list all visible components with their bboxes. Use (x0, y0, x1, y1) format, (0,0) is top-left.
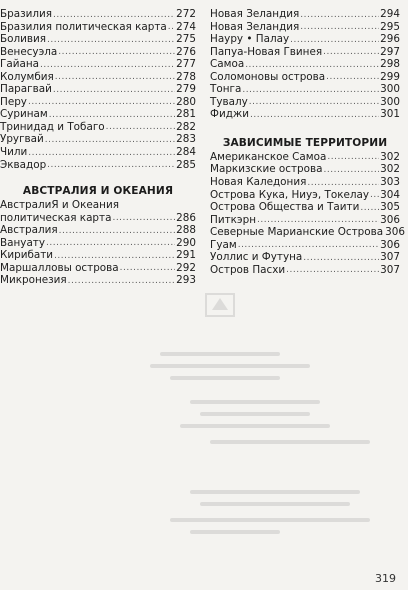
toc-entry-name: Гайана (0, 58, 39, 71)
toc-entry (210, 83, 400, 96)
dot-leader (106, 122, 176, 133)
toc-entry-page: 294 (380, 8, 400, 20)
toc-entry-page: 295 (380, 20, 400, 33)
toc-entry-page: 307 (380, 263, 400, 276)
toc-entry-page: 296 (380, 33, 400, 46)
toc-entry-name: Новая Зеландия (210, 20, 300, 33)
toc-entry-name: Микронезия (0, 274, 67, 287)
dot-leader (47, 160, 175, 171)
toc-entry (210, 239, 400, 252)
toc-entry-page: 306 (385, 226, 405, 239)
dot-leader (300, 22, 379, 33)
toc-entry-name: политическая карта (0, 211, 112, 224)
toc-entry-name: Тувалу (210, 95, 248, 108)
toc-entry (210, 214, 400, 227)
toc-entry (0, 146, 196, 159)
dot-leader (238, 240, 379, 251)
toc-entry-name: Фиджи (210, 108, 249, 121)
toc-entry (210, 201, 400, 214)
toc-entry (210, 96, 400, 109)
dot-leader (250, 110, 379, 121)
dot-leader (49, 110, 175, 121)
toc-entry-page: 303 (380, 176, 400, 189)
dot-leader (327, 152, 379, 163)
toc-entry (0, 237, 196, 250)
dot-leader (53, 10, 175, 21)
toc-entry (210, 108, 400, 121)
toc-entry (0, 159, 196, 172)
toc-entry-page: 306 (380, 213, 400, 226)
toc-entry-name: Тринидад и Тобаго (0, 120, 105, 133)
toc-entry-page: 302 (380, 163, 400, 176)
toc-entry (210, 176, 400, 189)
toc-entry-page: 301 (380, 108, 400, 121)
toc-entry-page: 278 (176, 70, 196, 83)
dot-leader (53, 85, 175, 96)
toc-right-column (210, 8, 405, 276)
toc-entry-page: 300 (380, 95, 400, 108)
toc-entry-name: Суринам (0, 108, 48, 121)
section-heading-dependent-territories: ЗАВИСИМЫЕ ТЕРРИТОРИИ (222, 136, 388, 149)
toc-entry-name: Острова Общества и Таити (210, 201, 360, 214)
toc-entry-name: Уругвай (0, 133, 44, 146)
toc-entry (210, 251, 400, 264)
dot-leader (54, 251, 175, 262)
toc-entry-page: 300 (380, 83, 400, 96)
toc-entry-name: Острова Кука, Ниуэ, Токелау (210, 188, 370, 201)
toc-entry-name: Бразилия политическая карта (0, 20, 167, 33)
toc-entry-name: Остров Пасхи (210, 263, 286, 276)
toc-left-column (0, 8, 196, 287)
dot-leader (249, 97, 379, 108)
toc-entry-name: Эквадор (0, 158, 47, 171)
dot-leader (303, 253, 379, 264)
toc-entry-name: Новая Каледония (210, 176, 307, 189)
toc-entry (0, 133, 196, 146)
dot-leader (323, 47, 379, 58)
toc-entry-page: 283 (176, 133, 196, 146)
toc-entry (0, 212, 196, 225)
toc-entry-name: Маркизские острова (210, 163, 323, 176)
toc-entry-page: 280 (176, 95, 196, 108)
toc-entry (210, 71, 400, 84)
dot-leader (28, 148, 175, 159)
dot-leader (360, 203, 379, 214)
publisher-logo-icon (200, 290, 240, 320)
toc-entry-name: Маршалловы острова (0, 261, 119, 274)
toc-entry-name: Папуа-Новая Гвинея (210, 45, 323, 58)
toc-entry-name: Кирибати (0, 249, 54, 262)
toc-entry-name: Венесуэла (0, 45, 58, 58)
toc-entry-name: Северные Марианские Острова (210, 226, 384, 239)
toc-list-oceania-continued (210, 8, 400, 121)
toc-entry-page: 290 (176, 236, 196, 249)
toc-entry-name: Уоллис и Футуна (210, 251, 303, 264)
dot-leader (370, 190, 379, 201)
toc-entry (210, 226, 405, 239)
toc-entry-name: Соломоновы острова (210, 70, 326, 83)
dot-leader (326, 72, 379, 83)
toc-entry-page: 279 (176, 83, 196, 96)
toc-entry (210, 21, 400, 34)
dot-leader (59, 226, 176, 237)
dot-leader (58, 47, 175, 58)
dot-leader (28, 97, 175, 108)
page-number: 319 (375, 572, 396, 585)
toc-entry-page: 298 (380, 58, 400, 71)
dot-leader (45, 135, 175, 146)
dot-leader (55, 72, 175, 83)
toc-entry-page: 307 (380, 251, 400, 264)
dot-leader (300, 10, 379, 21)
toc-entry-name: Боливия (0, 33, 47, 46)
toc-entry (0, 108, 196, 121)
toc-entry-page: 276 (176, 45, 196, 58)
toc-entry-page: 285 (176, 158, 196, 171)
toc-entry-name: Чили (0, 146, 28, 159)
toc-list-south-america (0, 8, 196, 171)
dot-leader (120, 263, 176, 274)
toc-entry-page: 292 (176, 261, 196, 274)
toc-entry-name: Тонга (210, 83, 242, 96)
dot-leader (68, 276, 175, 287)
toc-entry-page: 286 (176, 211, 196, 224)
toc-entry (210, 33, 400, 46)
dot-leader (257, 215, 379, 226)
dot-leader (47, 35, 175, 46)
toc-entry-page: 275 (176, 33, 196, 46)
toc-entry (210, 46, 400, 59)
toc-entry-name: Парагвай (0, 83, 52, 96)
toc-entry-name: Новая Зеландия (210, 8, 300, 20)
toc-entry-name: Вануату (0, 236, 46, 249)
toc-entry-intro-line: АвстралиЯ и Океания (0, 199, 119, 212)
toc-entry-name: Самоа (210, 58, 245, 71)
toc-entry-page: 299 (380, 70, 400, 83)
toc-entry (210, 163, 400, 176)
toc-entry (210, 151, 400, 164)
toc-entry-page: 281 (176, 108, 196, 121)
toc-entry-page: 297 (380, 45, 400, 58)
toc-entry (0, 46, 196, 59)
toc-entry (210, 189, 400, 202)
toc-entry (0, 71, 196, 84)
dot-leader (324, 165, 380, 176)
dot-leader (242, 85, 379, 96)
toc-entry (0, 262, 196, 275)
dot-leader (307, 178, 379, 189)
bleed-through-watermark (150, 290, 390, 550)
toc-entry-page: 284 (176, 146, 196, 159)
toc-entry-page: 302 (380, 150, 400, 163)
toc-entry-page: 274 (176, 20, 196, 33)
dot-leader (40, 60, 175, 71)
toc-entry-name: Питкэрн (210, 213, 256, 226)
toc-entry-name: Перу (0, 95, 27, 108)
dot-leader (286, 265, 379, 276)
toc-entry (0, 96, 196, 109)
toc-entry-name: Американское Самоа (210, 150, 327, 163)
toc-entry-page: 288 (176, 224, 196, 237)
toc-list-dependent-territories (210, 150, 405, 276)
dot-leader (245, 60, 379, 71)
toc-entry (0, 21, 196, 34)
dot-leader (290, 35, 379, 46)
toc-entry-page: 291 (176, 249, 196, 262)
toc-entry (0, 224, 196, 237)
toc-entry-page: 272 (176, 8, 196, 20)
toc-entry-page: 293 (176, 274, 196, 287)
dot-leader (112, 213, 175, 224)
toc-entry-name: Гуам (210, 238, 237, 251)
toc-entry-name: Колумбия (0, 70, 54, 83)
dot-leader (168, 22, 175, 33)
toc-entry (210, 8, 400, 21)
toc-entry-name: Австралия (0, 224, 58, 237)
toc-list-oceania (0, 212, 196, 287)
toc-entry (0, 8, 196, 21)
toc-entry (210, 58, 400, 71)
toc-entry-page: 277 (176, 58, 196, 71)
toc-entry-name: Бразилия (0, 8, 53, 20)
toc-entry (0, 58, 196, 71)
toc-entry (0, 33, 196, 46)
toc-entry-page: 282 (176, 120, 196, 133)
toc-entry (0, 121, 196, 134)
dot-leader (46, 238, 175, 249)
toc-entry (0, 274, 196, 287)
toc-entry-name: Науру • Палау (210, 33, 290, 46)
toc-entry (0, 249, 196, 262)
toc-entry (0, 83, 196, 96)
toc-entry-page: 305 (380, 201, 400, 214)
section-heading-australia-oceania: АВСТРАЛИЯ И ОКЕАНИЯ (22, 185, 174, 198)
toc-entry (210, 264, 400, 277)
toc-entry-page: 304 (380, 188, 400, 201)
toc-entry-page: 306 (380, 238, 400, 251)
